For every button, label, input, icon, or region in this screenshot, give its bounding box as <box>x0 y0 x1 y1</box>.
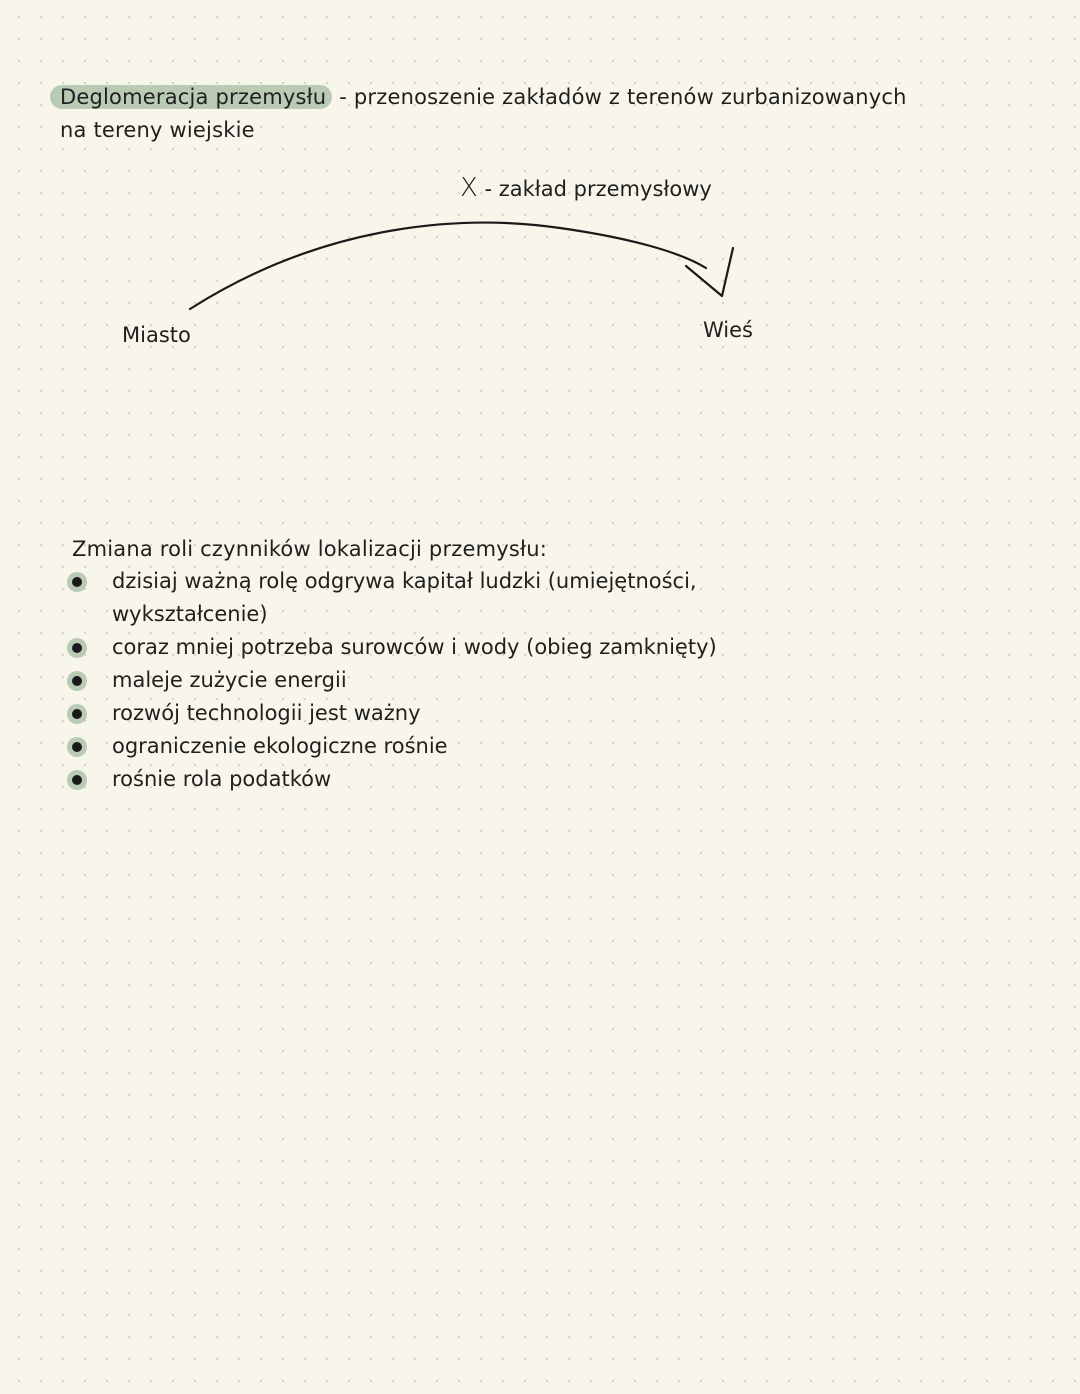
list-item-text: rozwój technologii jest ważny <box>112 701 421 725</box>
legend-text: - zakład przemysłowy <box>484 177 712 201</box>
diagram-legend <box>460 173 712 204</box>
definition-text-line-2: na tereny wiejskie <box>60 118 255 142</box>
definition-separator: - <box>332 85 354 109</box>
list-item <box>62 631 962 664</box>
list-item <box>62 763 962 796</box>
bullet-dot-icon <box>67 572 87 592</box>
bullet-dot-icon <box>67 671 87 691</box>
list-item <box>62 565 962 631</box>
arrow-head-icon <box>686 248 733 296</box>
list-item <box>62 697 962 730</box>
list-item-text: maleje zużycie energii <box>112 668 347 692</box>
bullet-dot-icon <box>67 737 87 757</box>
relocation-arrow-curve <box>190 223 706 309</box>
definition-text-line-1: przenoszenie zakładów z terenów zurbanizowanych <box>353 85 907 109</box>
factors-list <box>62 565 962 796</box>
list-item-line-2: wykształcenie) <box>112 602 268 626</box>
list-item <box>62 664 962 697</box>
bullet-dot-icon <box>67 704 87 724</box>
list-item-line-1: dzisiaj ważną rolę odgrywa kapitał ludzki (umiejętności, <box>112 569 697 593</box>
definition-line-1 <box>60 82 907 112</box>
definition-line-2 <box>60 115 255 145</box>
origin-label: Miasto <box>122 323 191 347</box>
list-item-text: coraz mniej potrzeba surowców i wody (obieg zamknięty) <box>112 635 717 659</box>
list-item <box>62 730 962 763</box>
bullet-dot-icon <box>67 770 87 790</box>
destination-label: Wieś <box>703 318 753 342</box>
factors-heading: Zmiana roli czynników lokalizacji przemysłu: <box>72 537 548 561</box>
legend-symbol-factory-icon: X <box>460 173 478 203</box>
bullet-dot-icon <box>67 638 87 658</box>
list-item-text: ograniczenie ekologiczne rośnie <box>112 734 448 758</box>
list-item-text: rośnie rola podatków <box>112 767 332 791</box>
list-item-text <box>112 565 697 631</box>
definition-term: Deglomeracja przemysłu <box>50 85 332 109</box>
